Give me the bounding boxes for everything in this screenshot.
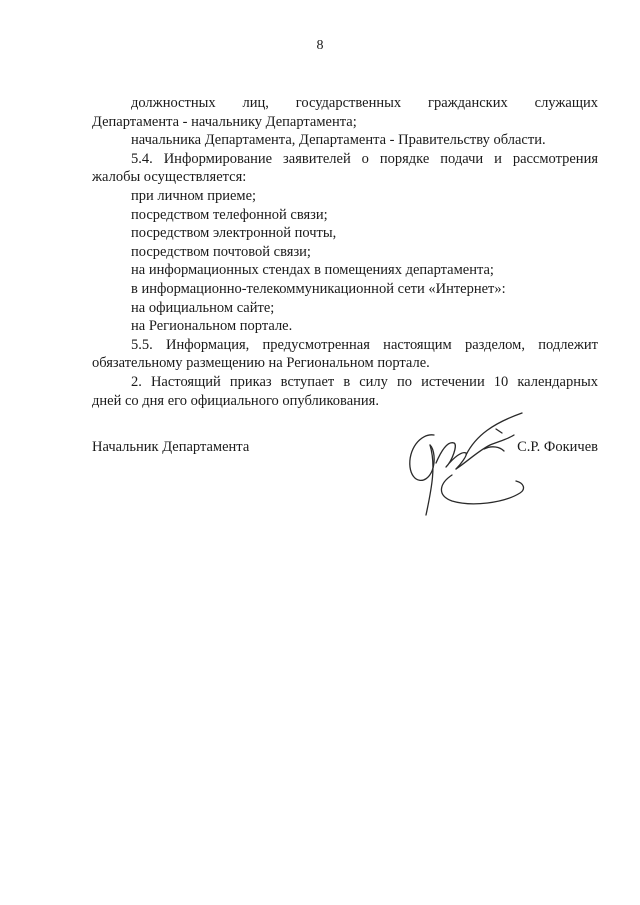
list-item: в информационно-телекоммуникационной сети «Интернет»: (131, 280, 506, 297)
handwritten-signature (396, 405, 536, 520)
signatory-name: С.Р. Фокичев (517, 439, 598, 455)
paragraph-line: обязательному размещению на Региональном портале. (92, 355, 430, 372)
list-item: при личном приеме; (131, 187, 257, 204)
list-item: посредством телефонной связи; (131, 206, 328, 223)
page-number: 8 (316, 38, 324, 53)
paragraph-line: 2. Настоящий приказ вступает в силу по истечении 10 календарных (131, 373, 598, 390)
document-body (92, 94, 598, 410)
paragraph-line: Департамента - начальнику Департамента; (92, 113, 357, 130)
list-item: посредством почтовой связи; (131, 243, 311, 260)
list-item: на информационных стендах в помещениях департамента; (131, 262, 494, 279)
paragraph-line: 5.4. Информирование заявителей о порядке подачи и рассмотрения (131, 150, 598, 167)
paragraph-line: жалобы осуществляется: (92, 169, 247, 186)
paragraph-line: начальника Департамента, Департамента - Правительству области. (131, 132, 546, 149)
list-item: посредством электронной почты, (131, 225, 337, 242)
paragraph-line: дней со дня его официального опубликования. (92, 392, 379, 409)
list-item: на официальном сайте; (131, 299, 275, 316)
paragraph-line: 5.5. Информация, предусмотренная настоящим разделом, подлежит (131, 336, 598, 353)
paragraph-line: должностных лиц, государственных гражданских служащих (131, 95, 598, 111)
signatory-title: Начальник Департамента (92, 439, 250, 455)
list-item: на Региональном портале. (131, 318, 293, 335)
